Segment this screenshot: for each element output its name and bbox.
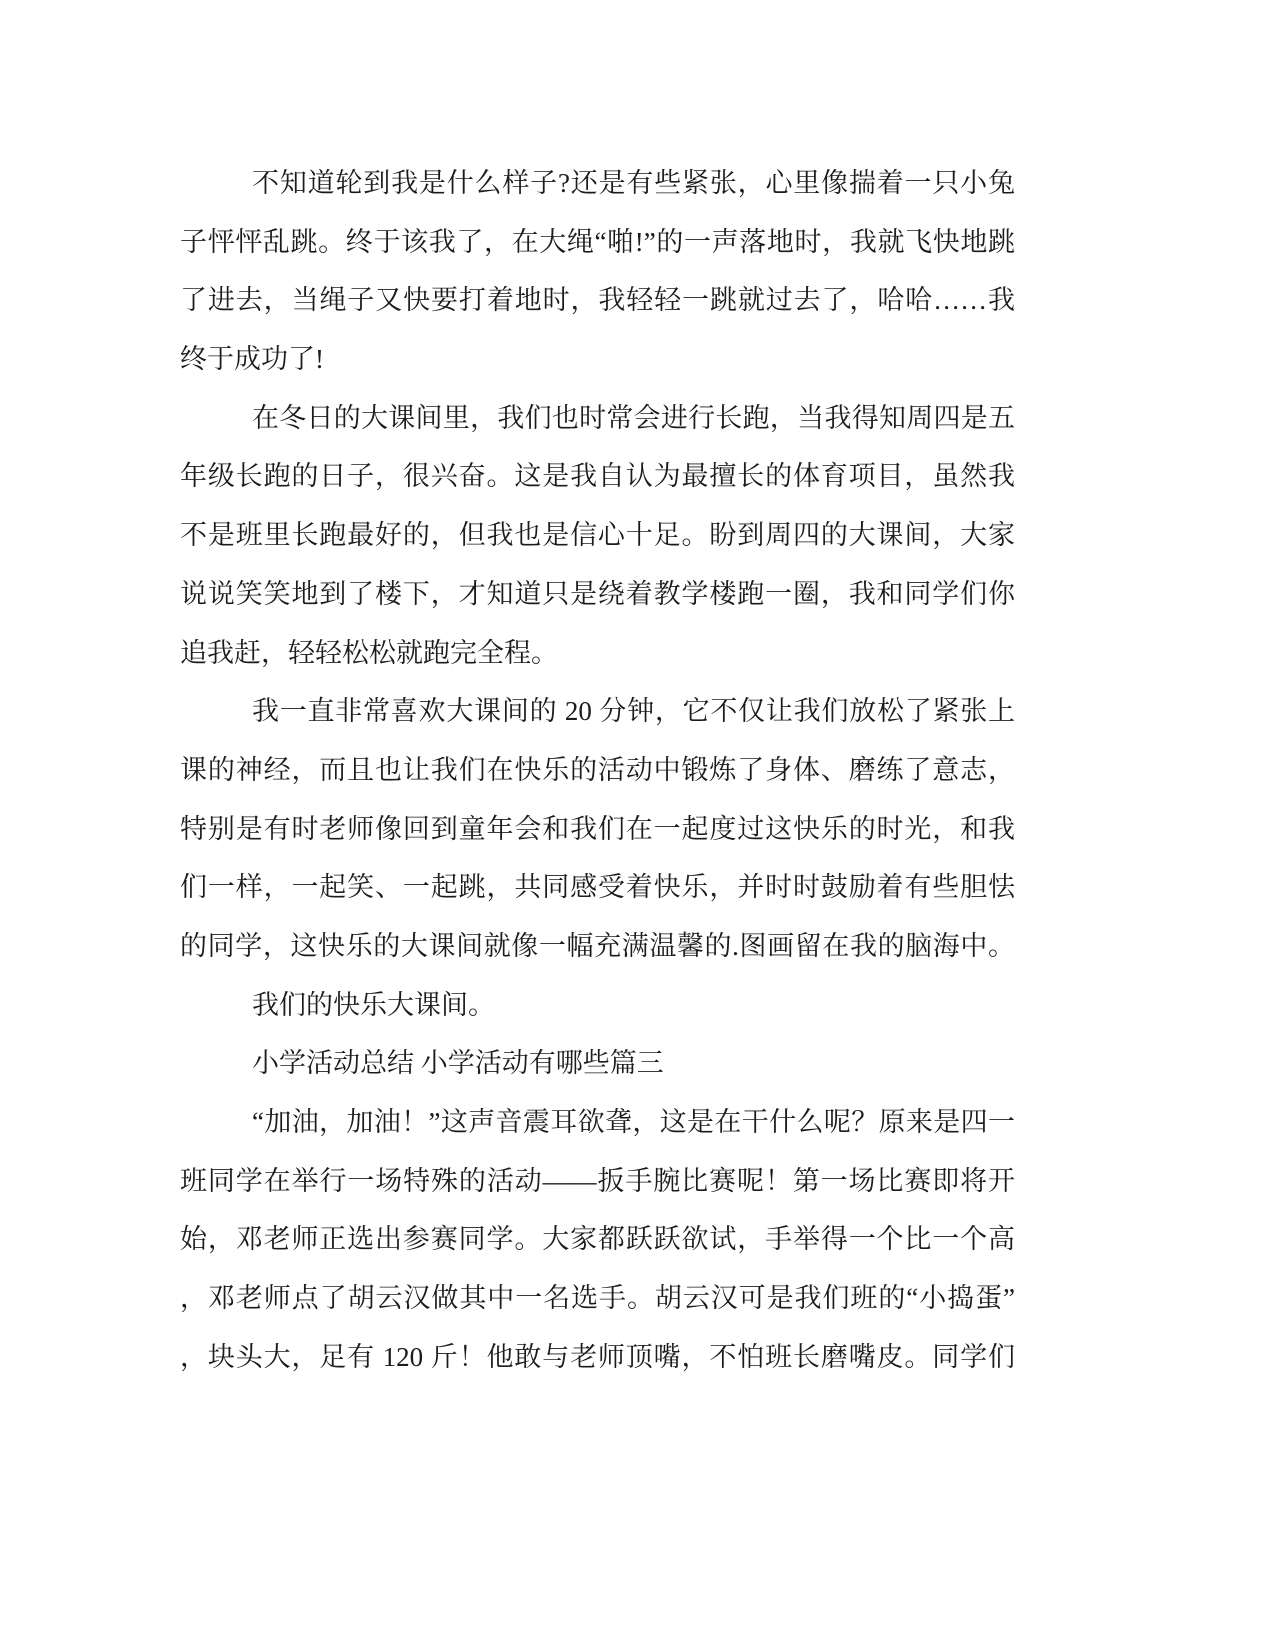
text-line: 不是班里长跑最好的，但我也是信心十足。盼到周四的大课间，大家 (180, 520, 1015, 551)
text-line: ，块头大，足有 120 斤！他敢与老师顶嘴，不怕班长磨嘴皮。同学们 (180, 1341, 1015, 1372)
paragraph-twenty-minutes (180, 682, 1015, 975)
text-line: 我一直非常喜欢大课间的 20 分钟，它不仅让我们放松了紧张上 (252, 696, 1015, 727)
paragraph-jump-rope (180, 154, 1015, 389)
text-line: 不知道轮到我是什么样子?还是有些紧张，心里像揣着一只小兔 (252, 168, 1015, 198)
document-body (180, 154, 1015, 1386)
text-line: 了进去，当绳子又快要打着地时，我轻轻一跳就过去了，哈哈……我 (180, 285, 1015, 316)
section-heading (180, 1034, 1015, 1093)
paragraph-long-run (180, 389, 1015, 682)
text-line: 终于成功了! (180, 344, 324, 375)
paragraph-arm-wrestling (180, 1093, 1015, 1386)
text-line: 的同学，这快乐的大课间就像一幅充满温馨的.图画留在我的脑海中。 (180, 930, 1015, 961)
text-line: 我们的快乐大课间。 (252, 989, 495, 1020)
text-line: 年级长跑的日子，很兴奋。这是我自认为最擅长的体育项目，虽然我 (180, 461, 1015, 492)
text-line: 始，邓老师正选出参赛同学。大家都跃跃欲试，手举得一个比一个高 (180, 1224, 1015, 1255)
text-line: 追我赶，轻轻松松就跑完全程。 (180, 637, 558, 668)
text-line: 子怦怦乱跳。终于该我了，在大绳“啪!”的一声落地时，我就飞快地跳 (180, 226, 1015, 257)
heading-line: 小学活动总结 小学活动有哪些篇三 (252, 1048, 664, 1079)
text-line: 特别是有时老师像回到童年会和我们在一起度过这快乐的时光，和我 (180, 813, 1015, 844)
text-line: “加油，加油！”这声音震耳欲聋，这是在干什么呢？原来是四一 (252, 1107, 1015, 1137)
text-line: ，邓老师点了胡云汉做其中一名选手。胡云汉可是我们班的“小捣蛋” (180, 1283, 1015, 1314)
text-line: 说说笑笑地到了楼下，才知道只是绕着教学楼跑一圈，我和同学们你 (180, 578, 1015, 609)
text-line: 们一样，一起笑、一起跳，共同感受着快乐，并时时鼓励着有些胆怯 (180, 872, 1015, 903)
paragraph-closing (180, 976, 1015, 1035)
text-line: 班同学在举行一场特殊的活动——扳手腕比赛呢！第一场比赛即将开 (180, 1165, 1015, 1196)
text-line: 课的神经，而且也让我们在快乐的活动中锻炼了身体、磨练了意志， (180, 754, 1015, 785)
text-line: 在冬日的大课间里，我们也时常会进行长跑，当我得知周四是五 (252, 402, 1015, 433)
